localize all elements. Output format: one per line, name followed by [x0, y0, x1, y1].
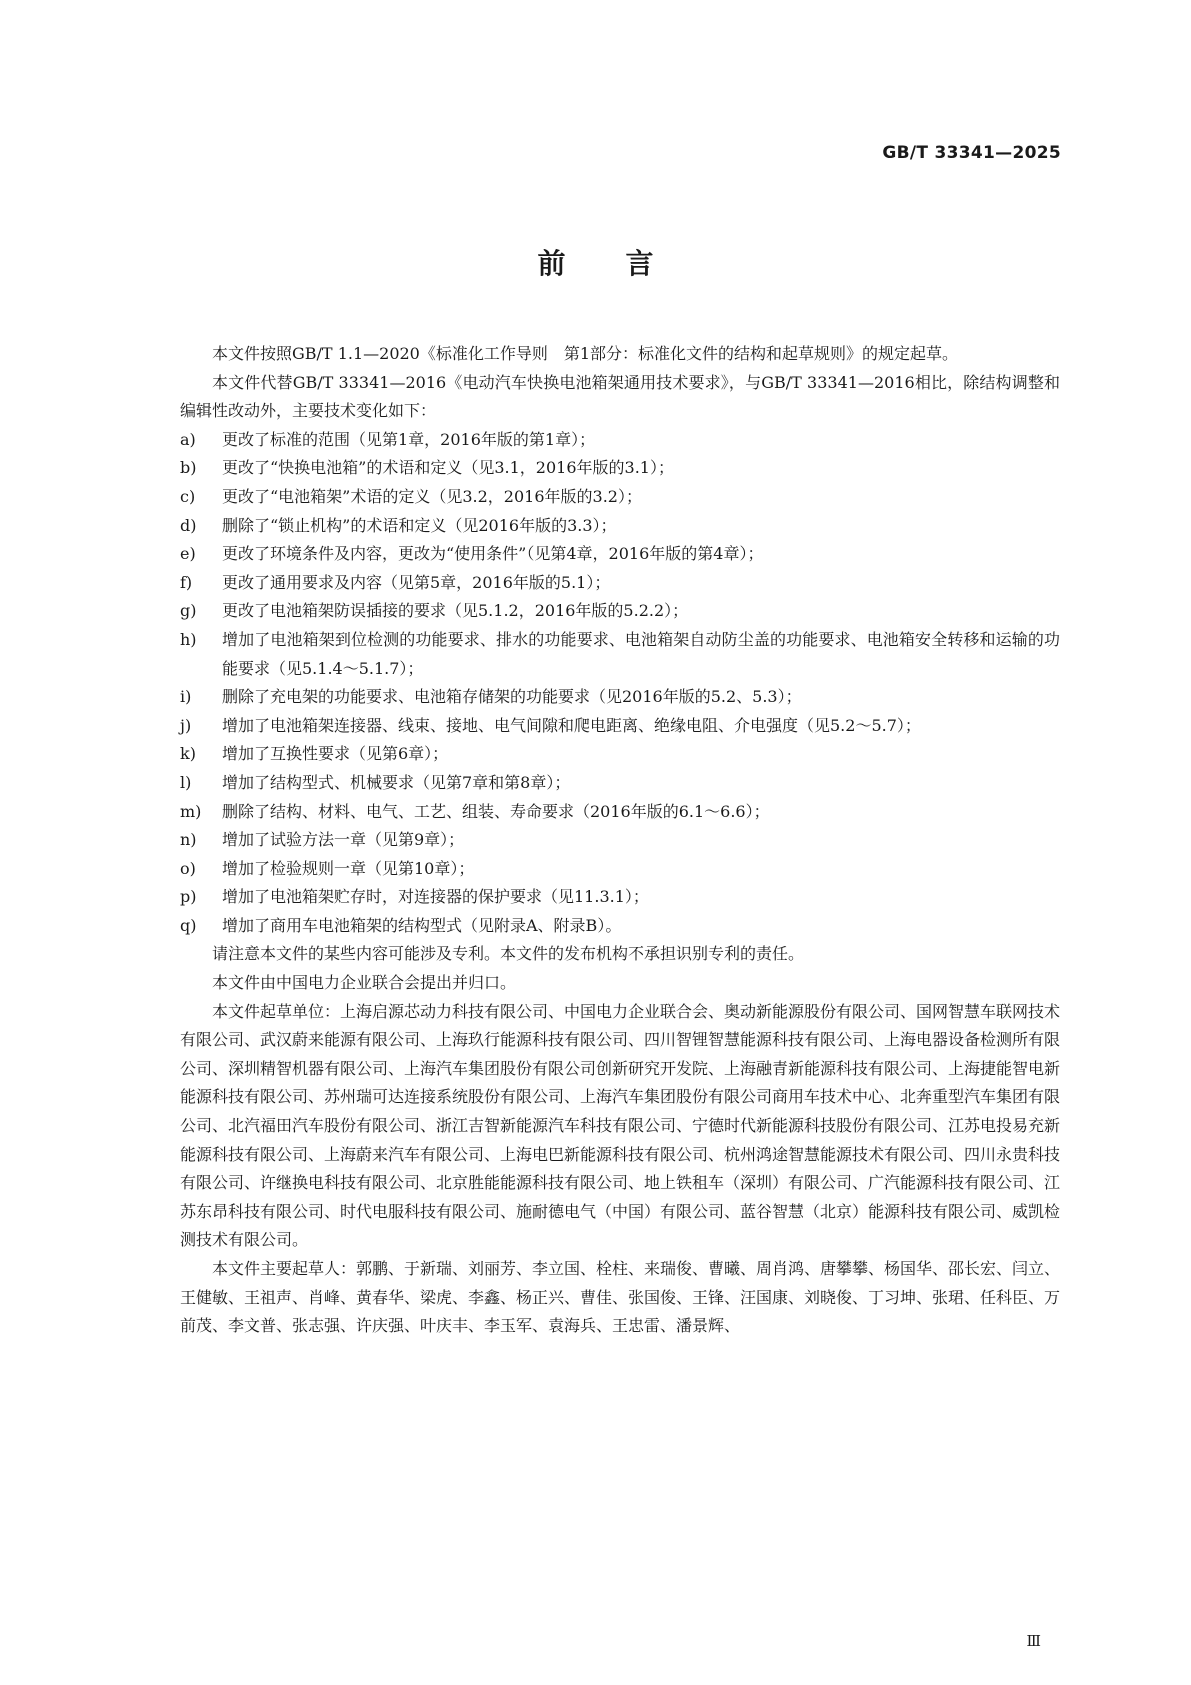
list-item-label: k) — [180, 744, 196, 764]
list-item — [180, 683, 1060, 712]
list-item — [180, 569, 1060, 598]
list-item — [180, 454, 1060, 483]
list-item — [180, 883, 1060, 912]
list-item-text: 增加了结构型式、机械要求（见第7章和第8章）； — [222, 772, 571, 792]
list-item-label: d) — [180, 515, 197, 535]
changes-list — [180, 426, 1060, 941]
list-item — [180, 626, 1060, 683]
list-item — [180, 597, 1060, 626]
list-item-label: c) — [180, 486, 196, 506]
list-item-text: 更改了“快换电池箱”的术语和定义（见3.1，2016年版的3.1）； — [222, 458, 674, 478]
list-item-text: 增加了电池箱架到位检测的功能要求、排水的功能要求、电池箱架自动防尘盖的功能要求、电池箱安全转移和运输的功能要求（见5.1.4～5.1.7）； — [222, 629, 1060, 678]
list-item-label: m) — [180, 801, 202, 821]
list-item-text: 增加了互换性要求（见第6章）； — [222, 744, 449, 764]
list-item-text: 更改了环境条件及内容，更改为“使用条件”（见第4章，2016年版的第4章）； — [222, 544, 764, 564]
list-item — [180, 740, 1060, 769]
list-item — [180, 855, 1060, 884]
list-item-label: p) — [180, 887, 197, 907]
page-number: Ⅲ — [1026, 1632, 1041, 1650]
list-item — [180, 826, 1060, 855]
list-item-text: 增加了检验规则一章（见第10章）； — [222, 858, 475, 878]
list-item-text: 更改了标准的范围（见第1章，2016年版的第1章）； — [222, 429, 596, 449]
list-item-text: 更改了“电池箱架”术语的定义（见3.2，2016年版的3.2）； — [222, 486, 642, 506]
list-item-label: l) — [180, 772, 192, 792]
list-item — [180, 483, 1060, 512]
list-item-text: 删除了充电架的功能要求、电池箱存储架的功能要求（见2016年版的5.2、5.3）； — [222, 687, 802, 707]
list-item-text: 增加了商用车电池箱架的结构型式（见附录A、附录B）。 — [222, 915, 622, 935]
list-item — [180, 798, 1060, 827]
list-item — [180, 769, 1060, 798]
list-item — [180, 426, 1060, 455]
list-item-text: 更改了通用要求及内容（见第5章，2016年版的5.1）； — [222, 572, 611, 592]
list-item-text: 增加了试验方法一章（见第9章）； — [222, 830, 465, 850]
list-item-text: 增加了电池箱架连接器、线束、接地、电气间隙和爬电距离、绝缘电阻、介电强度（见5.2～5.7）； — [222, 715, 921, 735]
list-item-label: e) — [180, 544, 196, 564]
paragraph-drafting-units: 本文件起草单位：上海启源芯动力科技有限公司、中国电力企业联合会、奥动新能源股份有限公司、国网智慧车联网技术有限公司、武汉蔚来能源有限公司、上海玖行能源科技有限公司、四川智锂智慧能源科技有限公司、上海电器设备检测所有限公司、深圳精智机器有限公司、上海汽车集团股份有限公司创新研究开发院、上海融青新能源科技有限公司、上海捷能智电新能源科技有限公司、苏州瑞可达连接系统股份有限公司、上海汽车集团股份有限公司商用车技术中心、北奔重型汽车集团有限公司、北汽福田汽车股份有限公司、浙江吉智新能源汽车科技有限公司、宁德时代新能源科技股份有限公司、江苏电投易充新能源科技有限公司、上海蔚来汽车有限公司、上海电巴新能源科技有限公司、杭州鸿途智慧能源技术有限公司、四川永贵科技有限公司、许继换电科技有限公司、北京胜能能源科技有限公司、地上铁租车（深圳）有限公司、广汽能源科技有限公司、江苏东昂科技有限公司、时代电服科技有限公司、施耐德电气（中国）有限公司、蓝谷智慧（北京）能源科技有限公司、威凯检测技术有限公司。 — [180, 1001, 1061, 1250]
document-body — [180, 340, 1060, 1341]
list-item-label: i) — [180, 687, 192, 707]
paragraph-proposer: 本文件由中国电力企业联合会提出并归口。 — [212, 973, 517, 993]
list-item-label: f) — [180, 572, 193, 592]
list-item-label: b) — [180, 458, 197, 478]
list-item-label: o) — [180, 858, 196, 878]
paragraph-drafting-basis: 本文件按照GB/T 1.1—2020《标准化工作导则 第1部分：标准化文件的结构和起草规则》的规定起草。 — [212, 344, 959, 363]
list-item — [180, 512, 1060, 541]
list-item-label: n) — [180, 830, 197, 850]
list-item-label: h) — [180, 629, 197, 649]
paragraph-replacement: 本文件代替GB/T 33341—2016《电动汽车快换电池箱架通用技术要求》，与GB/T 33341—2016相比，除结构调整和编辑性改动外，主要技术变化如下： — [180, 372, 1060, 421]
list-item — [180, 712, 1060, 741]
list-item-label: a) — [180, 429, 196, 449]
list-item-text: 删除了“锁止机构”的术语和定义（见2016年版的3.3）； — [222, 515, 617, 535]
paragraph-drafters: 本文件主要起草人：郭鹏、于新瑞、刘丽芳、李立国、栓柱、来瑞俊、曹曦、周肖鸿、唐攀攀、杨国华、邵长宏、闫立、王健敏、王祖声、肖峰、黄春华、梁虎、李鑫、杨正兴、曹佳、张国俊、王锋、汪国康、刘晓俊、丁习坤、张珺、任科臣、万前茂、李文普、张志强、许庆强、叶庆丰、李玉军、袁海兵、王忠雷、潘景辉、 — [180, 1259, 1061, 1336]
page-title: 前言 — [537, 247, 714, 280]
list-item — [180, 912, 1060, 941]
list-item-text: 更改了电池箱架防误插接的要求（见5.1.2，2016年版的5.2.2）； — [222, 601, 689, 621]
list-item-text: 删除了结构、材料、电气、工艺、组装、寿命要求（2016年版的6.1～6.6）； — [222, 801, 770, 821]
list-item-label: g) — [180, 601, 197, 621]
standard-code: GB/T 33341—2025 — [882, 143, 1061, 163]
list-item-label: q) — [180, 915, 197, 935]
paragraph-patent-notice: 请注意本文件的某些内容可能涉及专利。本文件的发布机构不承担识别专利的责任。 — [212, 944, 805, 964]
list-item — [180, 540, 1060, 569]
list-item-label: j) — [180, 715, 192, 735]
list-item-text: 增加了电池箱架贮存时，对连接器的保护要求（见11.3.1）； — [222, 887, 649, 907]
